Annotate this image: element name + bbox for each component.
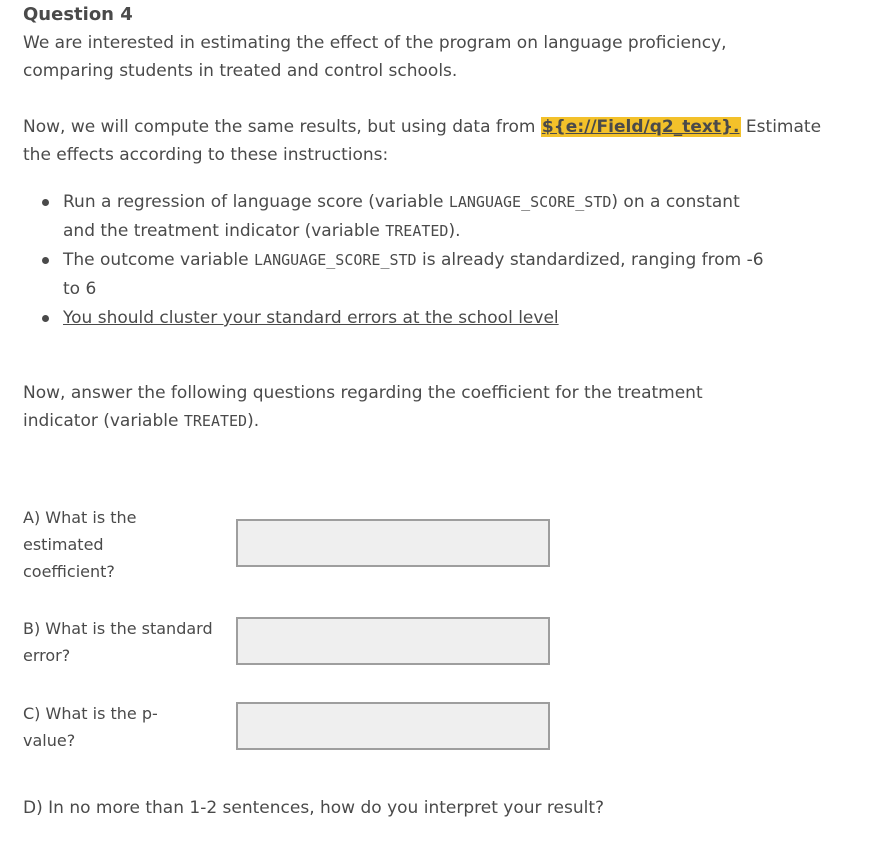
- question-intro: [23, 29, 727, 85]
- code-treated: TREATED: [385, 222, 449, 240]
- instruction-item-outcome: [23, 246, 764, 304]
- answer-intro-line-1: Now, answer the following questions regarding the coefficient for the treatment: [23, 383, 703, 403]
- data-source-line-1: [23, 113, 821, 141]
- field-a-label-line-2: estimated: [23, 535, 104, 554]
- instruction-1-line-2: [63, 217, 764, 246]
- piped-field-text: ${e://Field/q2_text}.: [541, 117, 740, 137]
- data-source-suffix: Estimate: [740, 117, 822, 137]
- code-treated: TREATED: [183, 412, 248, 430]
- instructions-list: [23, 188, 764, 333]
- data-source-line-2: the effects according to these instructions:: [23, 145, 389, 165]
- instruction-2-line-1: [63, 246, 764, 275]
- instruction-1-text-c: and the treatment indicator (variable: [63, 221, 386, 241]
- answer-intro-text-b: ).: [247, 411, 260, 431]
- field-c-label-line-2: value?: [23, 731, 76, 750]
- instruction-1-line-1: [63, 188, 764, 217]
- field-d-label: D) In no more than 1-2 sentences, how do you interpret your result?: [23, 798, 605, 818]
- field-b-label-line-2: error?: [23, 646, 71, 665]
- field-c-label: [23, 700, 158, 754]
- field-a-label: [23, 504, 137, 585]
- answer-intro-paragraph: [23, 379, 703, 435]
- instruction-2-text-a: The outcome variable: [63, 250, 255, 270]
- bullet-icon: [42, 315, 49, 322]
- code-language-score-std: LANGUAGE_SCORE_STD: [448, 193, 612, 211]
- answer-intro-line-2: [23, 407, 703, 435]
- data-source-paragraph: [23, 113, 821, 169]
- intro-line-2: comparing students in treated and control schools.: [23, 61, 458, 81]
- instruction-item-cluster: [23, 304, 764, 333]
- instruction-3-text: You should cluster your standard errors at the school level: [63, 308, 559, 328]
- field-a-label-line-3: coefficient?: [23, 562, 115, 581]
- p-value-input[interactable]: [236, 702, 550, 750]
- bullet-icon: [42, 257, 49, 264]
- instruction-2-text-b: is already standardized, ranging from -6: [416, 250, 764, 270]
- intro-line-1: We are interested in estimating the effect of the program on language proficiency,: [23, 33, 727, 53]
- instruction-1-text-b: ) on a constant: [611, 192, 740, 212]
- instruction-2-line-2: to 6: [63, 279, 97, 299]
- instruction-1-text-a: Run a regression of language score (variable: [63, 192, 449, 212]
- field-b-label: [23, 615, 213, 669]
- coefficient-input[interactable]: [236, 519, 550, 567]
- standard-error-input[interactable]: [236, 617, 550, 665]
- field-c-label-line-1: C) What is the p-: [23, 704, 158, 723]
- answer-intro-text-a: indicator (variable: [23, 411, 184, 431]
- field-b-label-line-1: B) What is the standard: [23, 619, 213, 638]
- data-source-prefix: Now, we will compute the same results, but using data from: [23, 117, 541, 137]
- question-title: Question 4: [23, 4, 133, 25]
- field-a-label-line-1: A) What is the: [23, 508, 137, 527]
- code-language-score-std: LANGUAGE_SCORE_STD: [254, 251, 417, 269]
- bullet-icon: [42, 199, 49, 206]
- instruction-item-regression: [23, 188, 764, 246]
- instruction-1-text-d: ).: [448, 221, 461, 241]
